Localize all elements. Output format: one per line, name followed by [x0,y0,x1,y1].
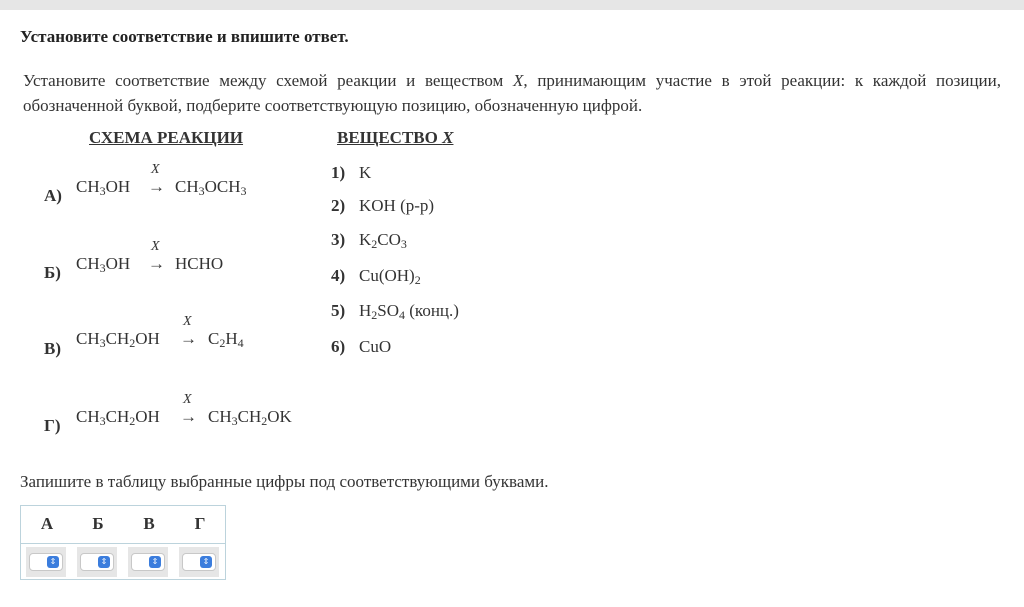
substance-part: SO [377,301,400,320]
reactant-subscript: 3 [99,414,106,428]
reactant-part: CH [76,177,100,196]
product-part: OK [267,407,292,426]
prompt-text-1: Установите соответствие между схемой реакции и веществом [23,71,513,90]
product-formula [208,329,244,349]
substance-number: 6) [331,337,346,356]
substance-formula [359,266,421,286]
product-subscript: 3 [198,184,205,198]
product-part: H [225,329,238,348]
answer-select-b[interactable] [80,553,114,571]
column-header-reactions: СХЕМА РЕАКЦИИ [89,128,244,147]
substance-subscript: 3 [400,237,407,251]
substance-number: 2) [331,196,346,215]
substance-formula [359,230,407,250]
answer-table [20,505,226,580]
reactant-part: CH [76,329,100,348]
reaction-arrow: → [148,177,165,196]
answer-select-a[interactable] [29,553,63,571]
reactant-formula [76,254,130,274]
product-subscript: 2 [261,414,268,428]
reaction-arrow: → [180,329,197,348]
substance-subscript: 2 [414,273,421,287]
reaction-letter: Г) [44,416,61,435]
top-bar [0,0,1024,10]
answer-header-a: А [40,514,54,533]
reactant-part: CH [105,407,130,426]
product-subscript: 2 [219,336,226,350]
substance-part: Cu(OH) [359,266,415,285]
substance-formula [359,196,434,216]
answer-table-divider [21,543,225,544]
reactant-part: CH [76,254,100,273]
product-subscript: 3 [240,184,247,198]
product-formula [208,407,292,427]
reactant-subscript: 3 [99,184,106,198]
reaction-arrow: → [148,254,165,273]
product-part: HCHO [175,254,224,273]
reactant-part: OH [135,407,160,426]
answer-select-v[interactable] [131,553,165,571]
answer-header-b: Б [92,514,104,533]
product-formula [175,254,223,274]
substance-number: 1) [331,163,346,182]
reactant-part: OH [135,329,160,348]
product-part: C [208,329,220,348]
reactant-formula [76,407,160,427]
reagent-x-label: X [183,314,192,329]
reaction-letter: В) [44,339,61,358]
product-part: OCH [204,177,241,196]
prompt-text-2: , принимающим участие в этой реакции: к каждой позиции, обозначенной буквой, подберите соответствующую позицию, обозначенную цифрой. [23,71,1001,115]
product-part: CH [208,407,232,426]
prompt-x: X [513,71,524,90]
task-heading: Установите соответствие и впишите ответ. [20,27,349,46]
task-prompt [23,68,1001,118]
reactant-subscript: 2 [129,414,136,428]
substance-formula [359,337,391,357]
product-subscript: 4 [237,336,244,350]
product-part: CH [175,177,199,196]
reagent-x-label: X [183,392,192,407]
reactant-formula [76,177,130,197]
answer-header-g: Г [194,514,206,533]
substance-number: 5) [331,301,346,320]
substance-part: K [359,163,372,182]
substance-number: 3) [331,230,346,249]
product-part: CH [237,407,262,426]
substance-number: 4) [331,266,346,285]
substance-part: H [359,301,372,320]
product-formula [175,177,247,197]
substance-part: CuO [359,337,392,356]
column-header-substances [337,128,453,148]
product-subscript: 3 [231,414,238,428]
reagent-x-label: X [151,162,160,177]
column-header-substances-text: ВЕЩЕСТВО [337,128,443,147]
column-header-substances-x: X [442,128,454,147]
reactant-part: OH [105,254,131,273]
substance-formula [359,163,371,183]
substance-formula [359,301,459,321]
substance-subscript: 2 [371,308,378,322]
reactant-formula [76,329,160,349]
substance-part: K [359,230,372,249]
substance-part: CO [377,230,401,249]
substance-subscript: 2 [371,237,378,251]
reaction-arrow: → [180,407,197,426]
select-arrows-icon: ⇕ [98,556,110,568]
answer-select-g[interactable] [182,553,216,571]
substance-subscript: 4 [399,308,406,322]
reactant-subscript: 3 [99,336,106,350]
select-arrows-icon: ⇕ [200,556,212,568]
reactant-subscript: 3 [99,261,106,275]
select-arrows-icon: ⇕ [47,556,59,568]
reaction-letter: А) [44,186,62,205]
substance-part: (конц.) [405,301,459,320]
reagent-x-label: X [151,239,160,254]
reaction-letter: Б) [44,263,61,282]
select-arrows-icon: ⇕ [149,556,161,568]
answer-header-v: В [143,514,155,533]
substance-part: KOH (р-р) [359,196,435,215]
reactant-part: CH [76,407,100,426]
reactant-part: CH [105,329,130,348]
reactant-part: OH [105,177,131,196]
answer-instruction: Запишите в таблицу выбранные цифры под соответствующими буквами. [20,472,549,491]
reactant-subscript: 2 [129,336,136,350]
